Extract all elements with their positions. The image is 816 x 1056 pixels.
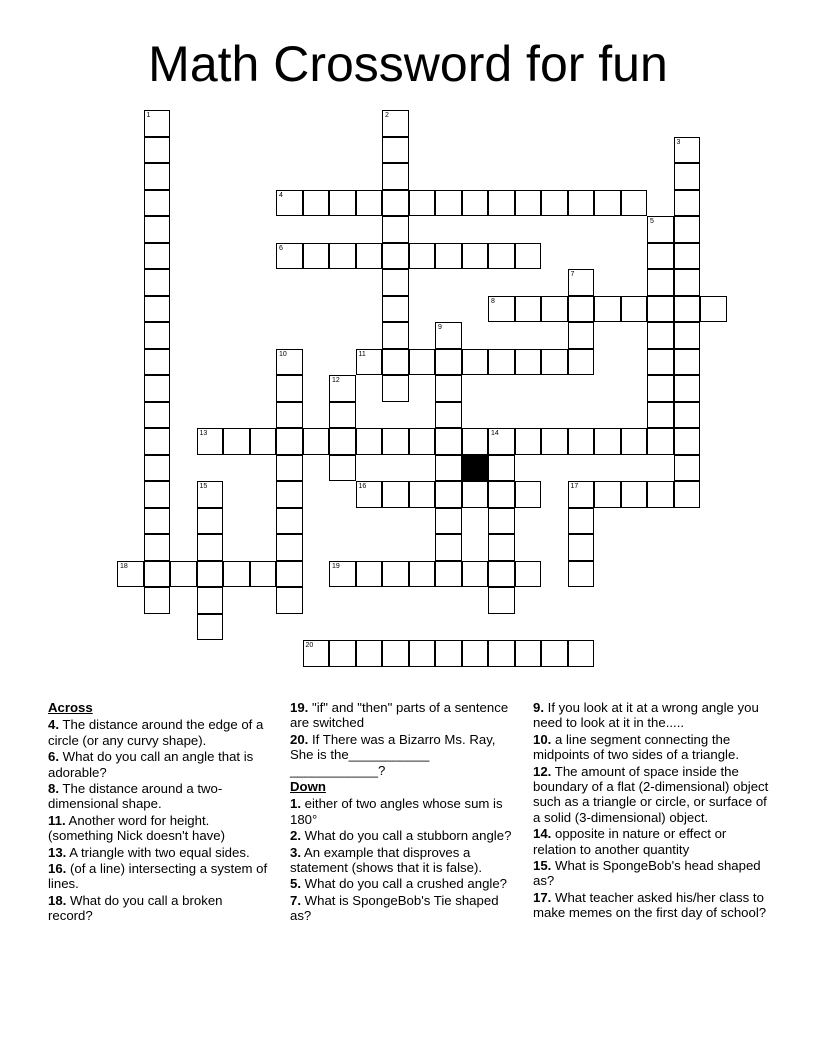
clue-text: opposite in nature or effect or relation to another quantity xyxy=(533,826,727,857)
clue-text: What do you call an angle that is adorable? xyxy=(48,749,254,780)
grid-cell[interactable] xyxy=(382,110,409,137)
clue-number: 2 xyxy=(385,112,389,119)
grid-cell[interactable] xyxy=(541,296,568,323)
grid-cell[interactable] xyxy=(674,375,701,402)
clue-text: Another word for height. (something Nick doesn't have) xyxy=(48,812,225,844)
grid-cell[interactable] xyxy=(276,508,303,535)
clue-number: 16 xyxy=(358,483,367,490)
grid-cell[interactable] xyxy=(674,481,701,508)
clue-number-label: 13. xyxy=(48,844,67,860)
grid-cell[interactable] xyxy=(568,508,595,535)
clue-number: 3 xyxy=(676,138,681,146)
grid-cell[interactable] xyxy=(276,428,303,455)
grid-cell[interactable] xyxy=(568,349,595,376)
grid-cell[interactable] xyxy=(674,322,701,349)
grid-cell[interactable] xyxy=(515,243,542,270)
clue-text: What do you call a crushed angle? xyxy=(301,876,507,892)
grid-cell[interactable] xyxy=(144,216,171,243)
grid-cell[interactable] xyxy=(144,481,171,508)
grid-cell[interactable] xyxy=(647,322,674,349)
grid-cell[interactable] xyxy=(674,137,701,164)
clue-number-label: 19. xyxy=(290,700,309,715)
clue-text: The distance around the edge of a circle (or any curvy shape). xyxy=(48,717,264,748)
grid-cell[interactable] xyxy=(515,428,542,455)
grid-cell[interactable] xyxy=(462,428,489,455)
grid-cell[interactable] xyxy=(329,190,356,217)
clue-number: 5 xyxy=(650,218,654,225)
clue-number: 15 xyxy=(199,483,208,490)
grid-cell[interactable] xyxy=(462,349,489,376)
grid-cell[interactable] xyxy=(488,190,515,217)
grid-cell[interactable] xyxy=(647,269,674,296)
grid-cell[interactable] xyxy=(674,349,701,376)
grid-cell[interactable] xyxy=(435,455,462,482)
clue-number-label: 2. xyxy=(290,828,301,844)
grid-cell[interactable] xyxy=(409,243,436,270)
grid-cell[interactable] xyxy=(462,481,489,508)
grid-cell[interactable] xyxy=(276,349,303,376)
grid-cell[interactable] xyxy=(144,375,171,402)
clue-number: 12 xyxy=(332,377,340,384)
grid-cell[interactable] xyxy=(488,428,515,455)
grid-cell[interactable] xyxy=(647,216,674,243)
grid-cell[interactable] xyxy=(382,322,409,349)
clue-number-label: 20. xyxy=(290,731,309,747)
clue-number: 10 xyxy=(279,350,287,358)
grid-cell[interactable] xyxy=(674,269,701,296)
grid-cell[interactable] xyxy=(303,190,330,217)
clue-number: 14 xyxy=(491,430,499,437)
clue-number-label: 10. xyxy=(533,731,552,747)
grid-cell[interactable] xyxy=(568,428,595,455)
grid-cell[interactable] xyxy=(276,190,303,217)
clue-item xyxy=(533,700,773,731)
grid-cell[interactable] xyxy=(515,481,542,508)
clue-item xyxy=(533,826,773,857)
clue-text: (of a line) intersecting a system of lines. xyxy=(48,861,268,892)
clue-section-header: Down xyxy=(290,779,326,795)
clue-number: 8 xyxy=(491,297,495,305)
clue-number-label: 7. xyxy=(290,892,301,908)
clue-text: The distance around a two-dimensional shape. xyxy=(48,781,223,812)
grid-cell[interactable] xyxy=(382,481,409,508)
grid-cell[interactable] xyxy=(170,561,197,588)
grid-cell[interactable] xyxy=(515,561,542,588)
grid-cell[interactable] xyxy=(197,587,224,614)
grid-cell[interactable] xyxy=(144,508,171,535)
grid-cell[interactable] xyxy=(382,349,409,376)
grid-cell[interactable] xyxy=(700,296,727,323)
grid-cell[interactable] xyxy=(541,640,568,667)
grid-cell[interactable] xyxy=(276,375,303,402)
grid-cell[interactable] xyxy=(356,640,383,667)
grid-cell[interactable] xyxy=(515,349,542,376)
grid-cell[interactable] xyxy=(674,455,701,482)
grid-cell[interactable] xyxy=(197,481,224,508)
clue-number-label: 11. xyxy=(48,812,66,828)
grid-cell[interactable] xyxy=(329,455,356,482)
grid-cell[interactable] xyxy=(144,163,171,190)
clue-column-2 xyxy=(290,700,512,925)
grid-cell[interactable] xyxy=(303,640,330,667)
grid-cell[interactable] xyxy=(382,163,409,190)
clue-number-label: 18. xyxy=(48,892,67,908)
clue-number-label: 3. xyxy=(290,844,301,860)
grid-cell[interactable] xyxy=(197,534,224,561)
grid-cell[interactable] xyxy=(382,216,409,243)
grid-cell[interactable] xyxy=(515,640,542,667)
grid-cell[interactable] xyxy=(488,455,515,482)
grid-cell[interactable] xyxy=(435,349,462,376)
grid-cell[interactable] xyxy=(144,349,171,376)
grid-cell[interactable] xyxy=(276,587,303,614)
grid-cell[interactable] xyxy=(594,481,621,508)
grid-cell[interactable] xyxy=(621,481,648,508)
clue-item xyxy=(533,890,773,921)
clue-item xyxy=(48,717,270,748)
grid-cell[interactable] xyxy=(409,190,436,217)
grid-cell[interactable] xyxy=(594,190,621,217)
grid-cell[interactable] xyxy=(462,243,489,270)
grid-cell[interactable] xyxy=(435,402,462,429)
grid-cell[interactable] xyxy=(276,402,303,429)
grid-cell[interactable] xyxy=(594,296,621,323)
clue-text: What do you call a stubborn angle? xyxy=(301,828,512,844)
grid-cell[interactable] xyxy=(435,428,462,455)
clue-number-label: 5. xyxy=(290,876,301,892)
grid-cell[interactable] xyxy=(435,243,462,270)
grid-cell[interactable] xyxy=(568,296,595,323)
grid-cell[interactable] xyxy=(329,402,356,429)
clue-text: If you look at it at a wrong angle you need to look at it in the..... xyxy=(533,700,759,731)
grid-cell[interactable] xyxy=(488,640,515,667)
clue-text: A triangle with two equal sides. xyxy=(66,844,250,860)
grid-cell[interactable] xyxy=(382,561,409,588)
grid-cell[interactable] xyxy=(674,190,701,217)
grid-cell[interactable] xyxy=(488,481,515,508)
grid-cell[interactable] xyxy=(647,243,674,270)
clue-column-1 xyxy=(48,700,270,925)
grid-cell[interactable] xyxy=(382,137,409,164)
grid-cell[interactable] xyxy=(568,269,595,296)
grid-cell[interactable] xyxy=(409,640,436,667)
grid-cell[interactable] xyxy=(382,190,409,217)
grid-cell[interactable] xyxy=(647,402,674,429)
grid-cell[interactable] xyxy=(382,269,409,296)
grid-cell[interactable] xyxy=(409,349,436,376)
clue-item xyxy=(290,828,512,843)
clue-item xyxy=(290,732,512,778)
grid-cell[interactable] xyxy=(568,481,595,508)
grid-cell[interactable] xyxy=(488,349,515,376)
clue-number: 19 xyxy=(332,562,340,570)
grid-cell[interactable] xyxy=(144,428,171,455)
grid-cell[interactable] xyxy=(356,428,383,455)
clue-number: 17 xyxy=(570,483,579,490)
clue-item xyxy=(533,732,773,763)
grid-cell[interactable] xyxy=(674,428,701,455)
grid-cell[interactable] xyxy=(674,402,701,429)
grid-cell[interactable] xyxy=(223,428,250,455)
clue-number: 9 xyxy=(438,324,442,331)
grid-cell[interactable] xyxy=(674,296,701,323)
grid-cell[interactable] xyxy=(144,137,171,164)
grid-cell[interactable] xyxy=(568,561,595,588)
puzzle-title: Math Crossword for fun xyxy=(148,36,668,92)
grid-cell[interactable] xyxy=(356,481,383,508)
clue-item xyxy=(290,796,512,827)
grid-cell[interactable] xyxy=(303,243,330,270)
grid-cell[interactable] xyxy=(144,534,171,561)
clue-number-label: 15. xyxy=(533,858,552,874)
grid-cell[interactable] xyxy=(488,534,515,561)
clue-item xyxy=(533,764,773,826)
clue-number-label: 16. xyxy=(48,861,67,877)
clue-text: What is SpongeBob's Tie shaped as? xyxy=(290,892,499,924)
clue-item xyxy=(48,749,270,780)
grid-cell[interactable] xyxy=(488,587,515,614)
grid-cell[interactable] xyxy=(568,322,595,349)
grid-cell[interactable] xyxy=(647,481,674,508)
clue-text: What teacher asked his/her class to make memes on the first day of school? xyxy=(533,889,767,921)
clue-item xyxy=(48,781,270,812)
clue-number: 6 xyxy=(279,244,283,252)
clue-item xyxy=(290,700,512,731)
clue-item xyxy=(48,845,270,860)
grid-cell[interactable] xyxy=(329,375,356,402)
grid-cell[interactable] xyxy=(621,428,648,455)
grid-cell[interactable] xyxy=(674,216,701,243)
grid-cell[interactable] xyxy=(488,243,515,270)
grid-cell[interactable] xyxy=(647,349,674,376)
grid-cell[interactable] xyxy=(435,190,462,217)
clue-number-label: 17. xyxy=(533,889,552,905)
clue-number-label: 9. xyxy=(533,700,544,715)
grid-cell[interactable] xyxy=(197,614,224,641)
grid-cell[interactable] xyxy=(488,561,515,588)
grid-cell[interactable] xyxy=(144,243,171,270)
grid-cell[interactable] xyxy=(541,349,568,376)
grid-cell[interactable] xyxy=(568,190,595,217)
black-square xyxy=(462,455,489,482)
grid-cell[interactable] xyxy=(144,296,171,323)
grid-cell[interactable] xyxy=(276,455,303,482)
grid-cell[interactable] xyxy=(144,561,171,588)
grid-cell[interactable] xyxy=(568,640,595,667)
grid-cell[interactable] xyxy=(488,296,515,323)
clue-text: a line segment connecting the midpoints of two sides of a triangle. xyxy=(533,731,739,763)
clue-text: either of two angles whose sum is 180° xyxy=(290,796,503,827)
clue-number: 20 xyxy=(305,642,314,649)
grid-cell[interactable] xyxy=(356,243,383,270)
clue-item xyxy=(290,845,512,876)
grid-cell[interactable] xyxy=(276,561,303,588)
grid-cell[interactable] xyxy=(250,428,277,455)
grid-cell[interactable] xyxy=(435,508,462,535)
clue-section-header: Across xyxy=(48,700,93,715)
clue-number-label: 12. xyxy=(533,763,552,779)
clue-number: 1 xyxy=(146,112,151,119)
grid-cell[interactable] xyxy=(356,561,383,588)
clue-number-label: 14. xyxy=(533,826,552,842)
grid-cell[interactable] xyxy=(329,428,356,455)
grid-cell[interactable] xyxy=(488,508,515,535)
grid-cell[interactable] xyxy=(541,428,568,455)
grid-cell[interactable] xyxy=(144,402,171,429)
grid-cell[interactable] xyxy=(303,428,330,455)
grid-cell[interactable] xyxy=(462,561,489,588)
grid-cell[interactable] xyxy=(409,428,436,455)
clue-item xyxy=(533,858,773,889)
grid-cell[interactable] xyxy=(409,481,436,508)
grid-cell[interactable] xyxy=(674,243,701,270)
grid-cell[interactable] xyxy=(250,561,277,588)
grid-cell[interactable] xyxy=(541,190,568,217)
clue-number: 4 xyxy=(279,191,283,199)
grid-cell[interactable] xyxy=(462,640,489,667)
grid-cell[interactable] xyxy=(435,481,462,508)
clue-number-label: 1. xyxy=(290,796,301,812)
clue-item xyxy=(48,813,270,844)
clue-text: What do you call a broken record? xyxy=(48,892,223,924)
grid-cell[interactable] xyxy=(329,561,356,588)
grid-cell[interactable] xyxy=(568,534,595,561)
clue-number: 11 xyxy=(358,350,366,358)
grid-cell[interactable] xyxy=(382,640,409,667)
grid-cell[interactable] xyxy=(409,561,436,588)
clue-number: 13 xyxy=(199,430,208,437)
grid-cell[interactable] xyxy=(647,375,674,402)
grid-cell[interactable] xyxy=(382,296,409,323)
clue-number: 7 xyxy=(570,271,575,278)
grid-cell[interactable] xyxy=(647,428,674,455)
clue-number-label: 4. xyxy=(48,717,59,733)
grid-cell[interactable] xyxy=(435,534,462,561)
clue-text: The amount of space inside the boundary of a flat (2-dimensional) object such as a triangle or circle, or surface of a solid (3-dimensional) object. xyxy=(533,763,769,825)
clue-column-3 xyxy=(533,700,773,922)
clue-text: If There was a Bizarro Ms. Ray, She is the___________ ____________? xyxy=(290,731,496,778)
clue-text: What is SpongeBob's head shaped as? xyxy=(533,858,761,889)
grid-cell[interactable] xyxy=(435,640,462,667)
grid-cell[interactable] xyxy=(144,587,171,614)
clue-number-label: 6. xyxy=(48,749,59,765)
grid-cell[interactable] xyxy=(621,190,648,217)
grid-cell[interactable] xyxy=(197,561,224,588)
grid-cell[interactable] xyxy=(197,508,224,535)
grid-cell[interactable] xyxy=(223,561,250,588)
grid-cell[interactable] xyxy=(276,534,303,561)
grid-cell[interactable] xyxy=(144,269,171,296)
grid-cell[interactable] xyxy=(329,243,356,270)
grid-cell[interactable] xyxy=(382,243,409,270)
clue-item xyxy=(290,876,512,891)
grid-cell[interactable] xyxy=(462,190,489,217)
clue-item xyxy=(290,893,512,924)
grid-cell[interactable] xyxy=(382,375,409,402)
grid-cell[interactable] xyxy=(435,375,462,402)
grid-cell[interactable] xyxy=(621,296,648,323)
grid-cell[interactable] xyxy=(515,296,542,323)
grid-cell[interactable] xyxy=(647,296,674,323)
grid-cell[interactable] xyxy=(144,455,171,482)
grid-cell[interactable] xyxy=(117,561,144,588)
grid-cell[interactable] xyxy=(144,322,171,349)
grid-cell[interactable] xyxy=(382,428,409,455)
grid-cell[interactable] xyxy=(356,190,383,217)
clue-item xyxy=(48,861,270,892)
grid-cell[interactable] xyxy=(674,163,701,190)
clue-item xyxy=(48,893,270,924)
grid-cell[interactable] xyxy=(144,110,171,137)
grid-cell[interactable] xyxy=(435,561,462,588)
grid-cell[interactable] xyxy=(329,640,356,667)
grid-cell[interactable] xyxy=(515,190,542,217)
grid-cell[interactable] xyxy=(356,349,383,376)
grid-cell[interactable] xyxy=(197,428,224,455)
clue-text: "if" and "then" parts of a sentence are switched xyxy=(290,700,509,731)
grid-cell[interactable] xyxy=(435,322,462,349)
clue-text: An example that disproves a statement (shows that it is false). xyxy=(290,844,483,876)
clue-number: 18 xyxy=(120,562,128,570)
grid-cell[interactable] xyxy=(144,190,171,217)
grid-cell[interactable] xyxy=(276,243,303,270)
grid-cell[interactable] xyxy=(594,428,621,455)
clue-number-label: 8. xyxy=(48,781,59,797)
grid-cell[interactable] xyxy=(276,481,303,508)
